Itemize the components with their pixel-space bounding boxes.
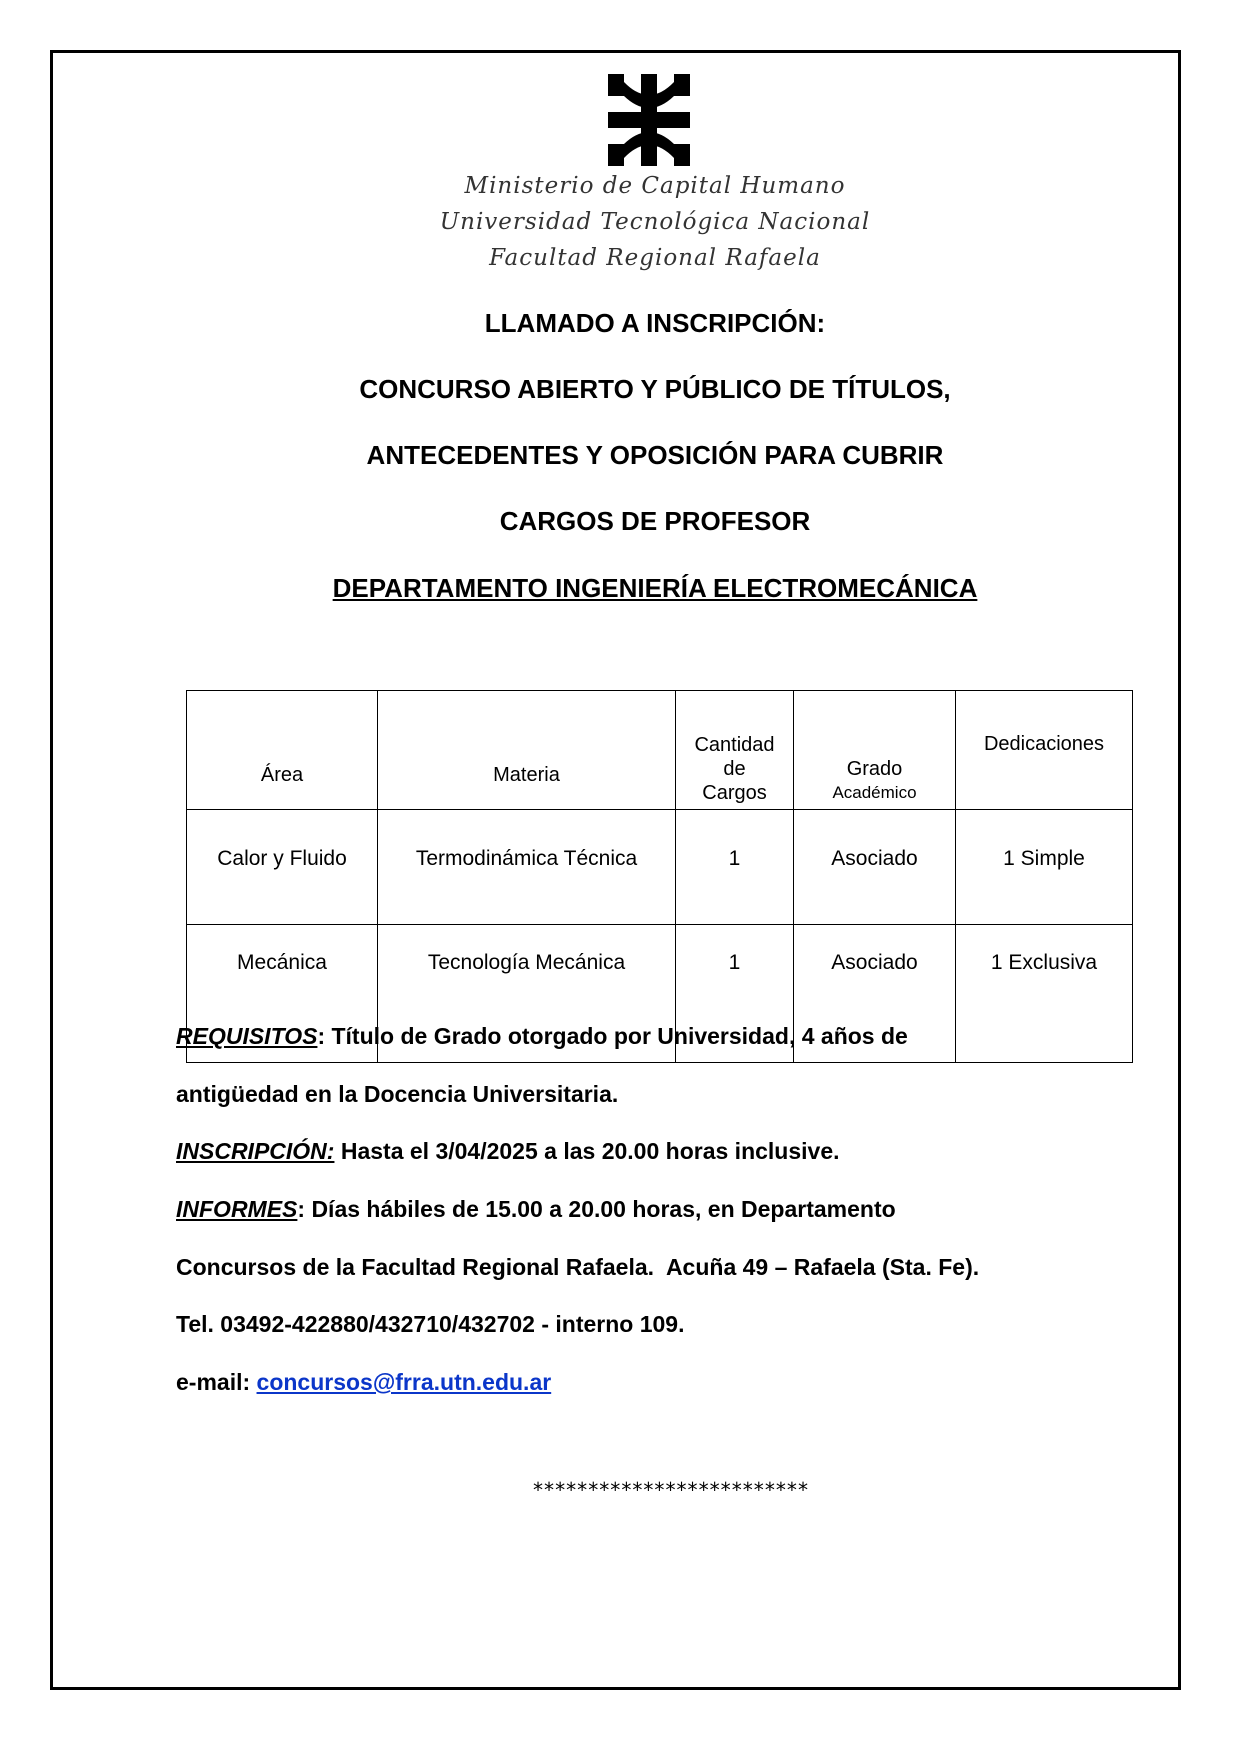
header-facultad: Facultad Regional Rafaela [489,245,821,271]
header-materia: Materia [378,691,676,810]
inscripcion-label: INSCRIPCIÓN: [176,1138,335,1164]
inscripcion-line [176,1138,840,1165]
cell-dedicacion: 1 Exclusiva [956,925,1133,1063]
title-departamento: DEPARTAMENTO INGENIERÍA ELECTROMECÁNICA [332,573,978,603]
informes-text: : Días hábiles de 15.00 a 20.00 horas, en Departamento [297,1196,896,1222]
requisitos-label: REQUISITOS [176,1023,318,1049]
header-cantidad: Cantidad de Cargos [676,691,794,810]
title-concurso: CONCURSO ABIERTO Y PÚBLICO DE TÍTULOS, [359,374,951,404]
table-row [187,810,1133,925]
header-grado: Grado Académico [794,691,956,810]
cell-materia: Termodinámica Técnica [378,810,676,925]
cell-grado: Asociado [794,810,956,925]
cell-area: Mecánica [187,925,378,1063]
inscripcion-text: Hasta el 3/04/2025 a las 20.00 horas inclusive. [334,1138,840,1164]
title-cargos: CARGOS DE PROFESOR [499,506,811,536]
email-line [176,1369,551,1396]
title-antecedentes: ANTECEDENTES Y OPOSICIÓN PARA CUBRIR [366,440,944,470]
header-dedicaciones: Dedicaciones [956,691,1133,810]
requisitos-line-1 [176,1023,908,1050]
informes-line-1 [176,1196,896,1223]
title-llamado: LLAMADO A INSCRIPCIÓN: [484,308,826,338]
email-label: e-mail: [176,1369,257,1395]
informes-line-2: Concursos de la Facultad Regional Rafaela. Acuña 49 – Rafaela (Sta. Fe). [176,1254,980,1280]
positions-table [186,690,1133,1063]
cell-cantidad: 1 [676,810,794,925]
utn-logo [608,74,690,166]
separator-stars: ************************* [531,1478,809,1502]
cell-area: Calor y Fluido [187,810,378,925]
table-header-row [187,691,1133,810]
cell-grado: Asociado [794,925,956,1063]
header-area: Área [187,691,378,810]
cell-materia: Tecnología Mecánica [378,925,676,1063]
email-link[interactable]: concursos@frra.utn.edu.ar [256,1369,552,1395]
informes-phone: Tel. 03492-422880/432710/432702 - interno 109. [176,1311,685,1337]
header-ministerio: Ministerio de Capital Humano [464,173,846,199]
header-universidad: Universidad Tecnológica Nacional [439,209,871,235]
requisitos-text: : Título de Grado otorgado por Universidad, 4 años de [317,1023,908,1049]
informes-label: INFORMES [176,1196,298,1222]
cell-dedicacion: 1 Simple [956,810,1133,925]
cell-cantidad: 1 [676,925,794,1063]
requisitos-line-2: antigüedad en la Docencia Universitaria. [176,1081,619,1107]
